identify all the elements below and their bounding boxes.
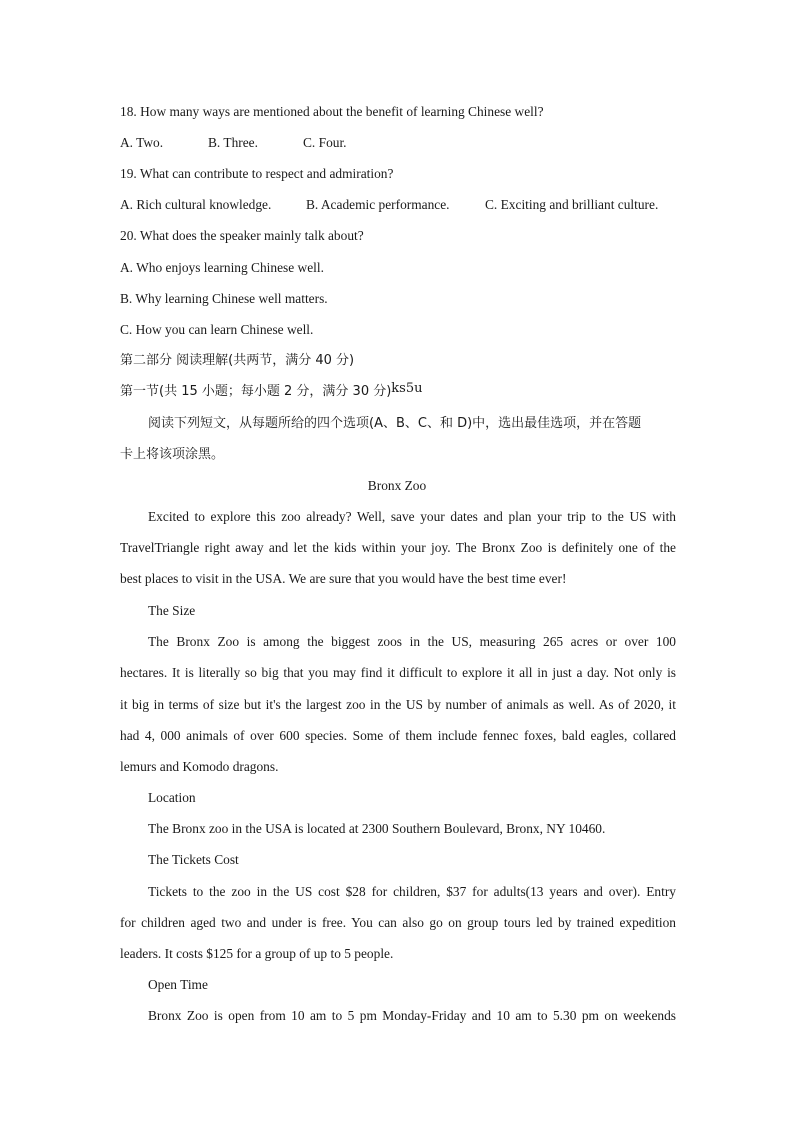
paragraph-line: TravelTriangle right away and let the kids within your joy. The Bronx Zoo is definitely one of the: [120, 540, 676, 555]
question-18-options: [120, 133, 676, 153]
question-18-stem: 18. How many ways are mentioned about the benefit of learning Chinese well?: [120, 104, 544, 119]
paragraph-line: The Bronx Zoo is among the biggest zoos in the US, measuring 265 acres or over 100: [148, 634, 676, 649]
paragraph-line: had 4, 000 animals of over 600 species. Some of them include fennec foxes, bald eagles, collared: [120, 728, 676, 743]
paragraph-line: leaders. It costs $125 for a group of up to 5 people.: [120, 946, 394, 961]
article-title: Bronx Zoo: [367, 478, 427, 493]
option-c: C. Exciting and brilliant culture.: [485, 197, 659, 212]
option-c: C. Four.: [303, 135, 347, 150]
paragraph-line: Excited to explore this zoo already? Well, save your dates and plan your trip to the US with: [148, 509, 676, 524]
instruction-line-1: 阅读下列短文，从每题所给的四个选项(A、B、C、和 D)中，选出最佳选项，并在答题: [148, 416, 642, 431]
paragraph-line: The Bronx zoo in the USA is located at 2300 Southern Boulevard, Bronx, NY 10460.: [148, 821, 606, 836]
section-heading-location: Location: [148, 790, 196, 805]
paragraph-line: Tickets to the zoo in the US cost $28 for children, $37 for adults(13 years and over). Entry: [148, 884, 676, 899]
section-heading-open-time: Open Time: [148, 977, 208, 992]
option-b: B. Academic performance.: [306, 197, 450, 212]
paragraph-line: lemurs and Komodo dragons.: [120, 759, 279, 774]
part-title: 第二部分 阅读理解(共两节，满分 40 分): [120, 353, 355, 368]
question-20-stem: 20. What does the speaker mainly talk about?: [120, 228, 364, 243]
instruction-line-2: 卡上将该项涂黑。: [120, 447, 225, 462]
question-20-option-b: B. Why learning Chinese well matters.: [120, 291, 328, 306]
question-20-option-a: A. Who enjoys learning Chinese well.: [120, 260, 324, 275]
paragraph-line: best places to visit in the USA. We are sure that you would have the best time ever!: [120, 571, 567, 586]
option-a: A. Rich cultural knowledge.: [120, 197, 272, 212]
section-subtitle: [120, 382, 676, 402]
question-19-stem: 19. What can contribute to respect and admiration?: [120, 166, 394, 181]
section-heading-tickets: The Tickets Cost: [148, 852, 239, 867]
paragraph-line: it big in terms of size but it's the largest zoo in the US by number of animals as well. As of 2020, it: [120, 697, 676, 712]
question-19-options: [120, 195, 676, 215]
subtitle-text: 第一节(共 15 小题；每小题 2 分，满分 30 分): [120, 384, 392, 399]
watermark-mark: ks5u: [391, 381, 423, 396]
option-a: A. Two.: [120, 135, 164, 150]
paragraph-line: hectares. It is literally so big that you may find it difficult to explore it all in just a day. Not only is: [120, 665, 676, 680]
paragraph-line: for children aged two and under is free. You can also go on group tours led by trained expedition: [120, 915, 676, 930]
option-b: B. Three.: [208, 135, 258, 150]
question-20-option-c: C. How you can learn Chinese well.: [120, 322, 314, 337]
paragraph-line: Bronx Zoo is open from 10 am to 5 pm Monday-Friday and 10 am to 5.30 pm on weekends: [148, 1008, 676, 1023]
section-heading-size: The Size: [148, 603, 196, 618]
